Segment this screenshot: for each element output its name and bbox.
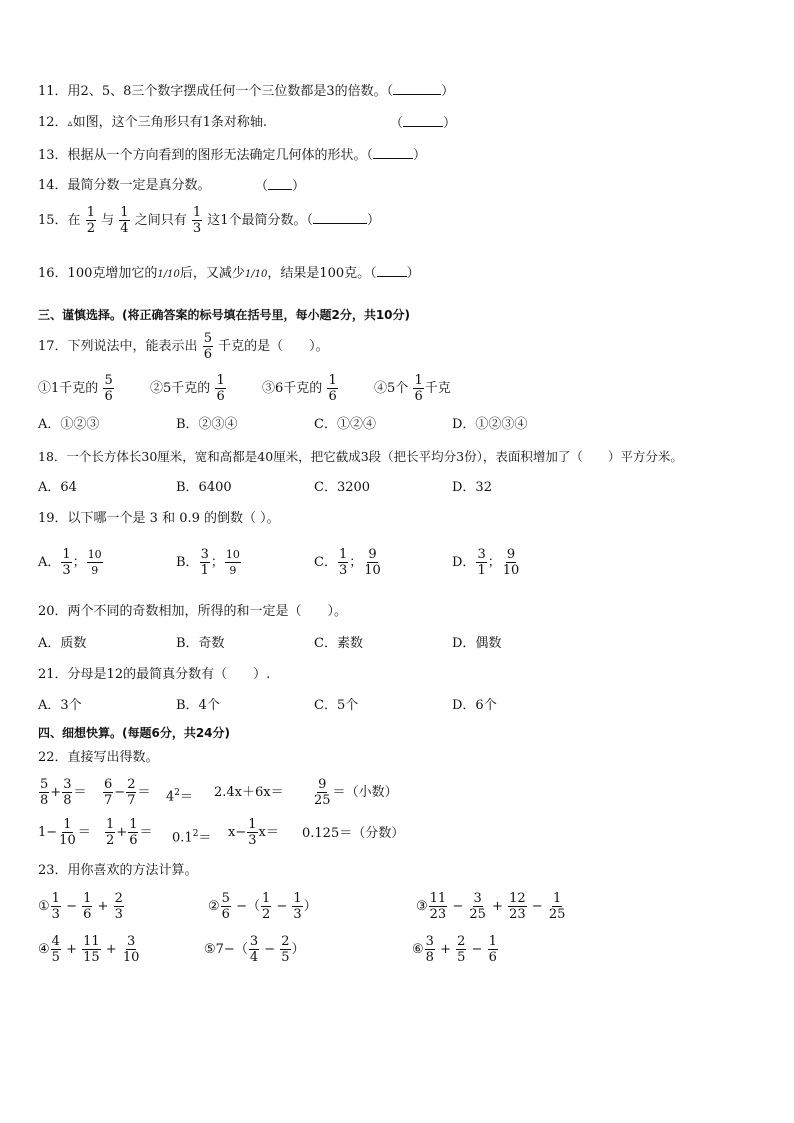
q23-expr-5: ⑤7−（ $\frac{3}{4}$ − $\frac{2}{5}$ ） bbox=[204, 934, 305, 965]
option-a[interactable]: A．64 bbox=[38, 480, 77, 495]
option-b[interactable]: B．奇数 bbox=[176, 636, 225, 651]
fraction: 1/10 bbox=[244, 269, 268, 280]
question-17: 17．下列说法中，能表示出 $\frac{5}{6}$ 千克的是（ ）。 bbox=[38, 331, 329, 362]
option-c[interactable]: C．①②④ bbox=[314, 417, 376, 432]
fraction: $\frac{1}{2}$ bbox=[86, 205, 95, 236]
q22-row1-item1: $\frac{5}{8}$ + $\frac{3}{8}$ ＝ bbox=[40, 777, 87, 808]
question-23: 23．用你喜欢的方法计算。 bbox=[38, 863, 198, 878]
option-c[interactable]: C．5个 bbox=[314, 698, 359, 713]
q11-text: 11．用2、5、8三个数字摆成任何一个三位数都是3的倍数。（ bbox=[38, 84, 394, 99]
answer-blank[interactable] bbox=[373, 146, 413, 159]
q22-row2-item4: x− $\frac{1}{3}$ x＝ bbox=[228, 817, 279, 848]
q23-expr-2: ② $\frac{5}{6}$ −（ $\frac{1}{2}$ − $\frac{1}{3}$ ） bbox=[208, 891, 317, 922]
option-b[interactable]: B．②③④ bbox=[176, 417, 238, 432]
question-12: 12．▵如图，这个三角形只有1条对称轴. bbox=[38, 115, 267, 130]
option-d[interactable]: D．①②③④ bbox=[452, 417, 528, 432]
option-c[interactable]: C．3200 bbox=[314, 480, 371, 495]
answer-blank[interactable] bbox=[268, 177, 292, 190]
question-13: 13．根据从一个方向看到的图形无法确定几何体的形状。（ ） bbox=[38, 148, 427, 163]
q22-row1-item5: $\frac{9}{25}$ ＝（小数） bbox=[314, 777, 398, 808]
q12-text: 如图，这个三角形只有1条对称轴. bbox=[72, 115, 267, 130]
q22-row1-item4: 2.4x＋6x＝ bbox=[214, 785, 284, 800]
answer-blank[interactable] bbox=[393, 82, 441, 95]
question-22: 22．直接写出得数。 bbox=[38, 750, 159, 765]
q23-expr-4: ④ $\frac{4}{5}$ + $\frac{11}{15}$ + $\frac{3}{10}$ bbox=[38, 934, 140, 965]
fraction: $\frac{1}{3}$ bbox=[192, 205, 202, 236]
answer-blank[interactable] bbox=[403, 114, 443, 127]
q22-row2-item3: $0.1^2=$ bbox=[172, 829, 212, 846]
answer-blank[interactable] bbox=[313, 211, 367, 224]
q23-expr-3: ③ $\frac{11}{23}$ − $\frac{3}{25}$ + $\frac{12}{23}$ − $\frac{1}{25}$ bbox=[416, 891, 566, 922]
section-3-heading: 三、谨慎选择。(将正确答案的标号填在括号里，每小题2分，共10分) bbox=[38, 308, 411, 322]
question-18: 18．一个长方体长30厘米，宽和高都是40厘米，把它截成3段（把长平均分3份），表面积增加了（ ）平方分米。 bbox=[38, 449, 683, 464]
q22-row1-item3: $4^2=$ bbox=[166, 788, 194, 805]
answer-blank[interactable] bbox=[377, 264, 407, 277]
option-b[interactable]: B．6400 bbox=[176, 480, 232, 495]
q23-expr-1: ① $\frac{1}{3}$ − $\frac{1}{6}$ + $\frac{2}{3}$ bbox=[38, 891, 123, 922]
option-d[interactable]: D．6个 bbox=[452, 698, 497, 713]
q13-text: 13．根据从一个方向看到的图形无法确定几何体的形状。（ bbox=[38, 148, 374, 163]
q23-expr-6: ⑥ $\frac{3}{8}$ + $\frac{2}{5}$ − $\frac{1}{6}$ bbox=[412, 934, 497, 965]
fraction: $\frac{1}{4}$ bbox=[120, 205, 129, 236]
question-20: 20．两个不同的奇数相加，所得的和一定是（ ）。 bbox=[38, 604, 348, 619]
question-21: 21．分母是12的最简真分数有（ ）. bbox=[38, 667, 271, 682]
q22-row2-item2: $\frac{1}{2}$ + $\frac{1}{6}$ ＝ bbox=[106, 817, 153, 848]
triangle-icon: ▵ bbox=[67, 118, 73, 129]
fraction: 1/10 bbox=[157, 269, 180, 280]
question-16: 16．100克增加它的1/10后，又减少1/10，结果是100克。（ ） bbox=[38, 266, 420, 281]
question-11: 11．用2、5、8三个数字摆成任何一个三位数都是3的倍数。（ ） bbox=[38, 84, 455, 99]
q17-item-3: ③6千克的 $\frac{1}{6}$ bbox=[262, 373, 337, 404]
question-14 bbox=[38, 177, 211, 195]
q17-item-1: ①1千克的 $\frac{5}{6}$ bbox=[38, 373, 113, 404]
option-b[interactable]: B． $\frac{3}{1}$ ； $\frac{10}{9}$ bbox=[176, 547, 240, 578]
option-a[interactable]: A．3个 bbox=[38, 698, 82, 713]
q12-answer: （ ） bbox=[390, 116, 457, 131]
fraction: $\frac{5}{6}$ bbox=[203, 331, 212, 362]
q22-row2-item1: 1− $\frac{1}{10}$ ＝ bbox=[38, 817, 91, 848]
option-d[interactable]: D． $\frac{3}{1}$ ； $\frac{9}{10}$ bbox=[452, 547, 520, 578]
section-4-heading: 四、细想快算。(每题6分，共24分) bbox=[38, 726, 231, 740]
option-d[interactable]: D．32 bbox=[452, 480, 492, 495]
q22-row1-item2: $\frac{6}{7}$ − $\frac{2}{7}$ ＝ bbox=[104, 777, 151, 808]
q22-row2-item5: 0.125＝（分数） bbox=[302, 826, 405, 841]
option-c[interactable]: C． $\frac{1}{3}$ ； $\frac{9}{10}$ bbox=[314, 547, 381, 578]
question-19: 19．以下哪一个是 3 和 0.9 的倒数（ ）。 bbox=[38, 511, 280, 526]
option-a[interactable]: A．①②③ bbox=[38, 417, 100, 432]
option-b[interactable]: B．4个 bbox=[176, 698, 220, 713]
option-a[interactable]: A．质数 bbox=[38, 636, 87, 651]
q14-text: 14．最简分数一定是真分数。 bbox=[38, 178, 211, 193]
q17-item-2: ②5千克的 $\frac{1}{6}$ bbox=[150, 373, 225, 404]
option-a[interactable]: A． $\frac{1}{3}$ ； $\frac{10}{9}$ bbox=[38, 547, 102, 578]
option-d[interactable]: D．偶数 bbox=[452, 636, 502, 651]
q14-answer: （ ） bbox=[255, 179, 306, 194]
q17-item-4: ④5个 $\frac{1}{6}$ 千克 bbox=[374, 373, 451, 404]
option-c[interactable]: C．素数 bbox=[314, 636, 363, 651]
question-15: 15．在 $\frac{1}{2}$ 与 $\frac{1}{4}$ 之间只有 $\frac{1}{3}$ 这1个最简分数。（ ） bbox=[38, 205, 381, 236]
